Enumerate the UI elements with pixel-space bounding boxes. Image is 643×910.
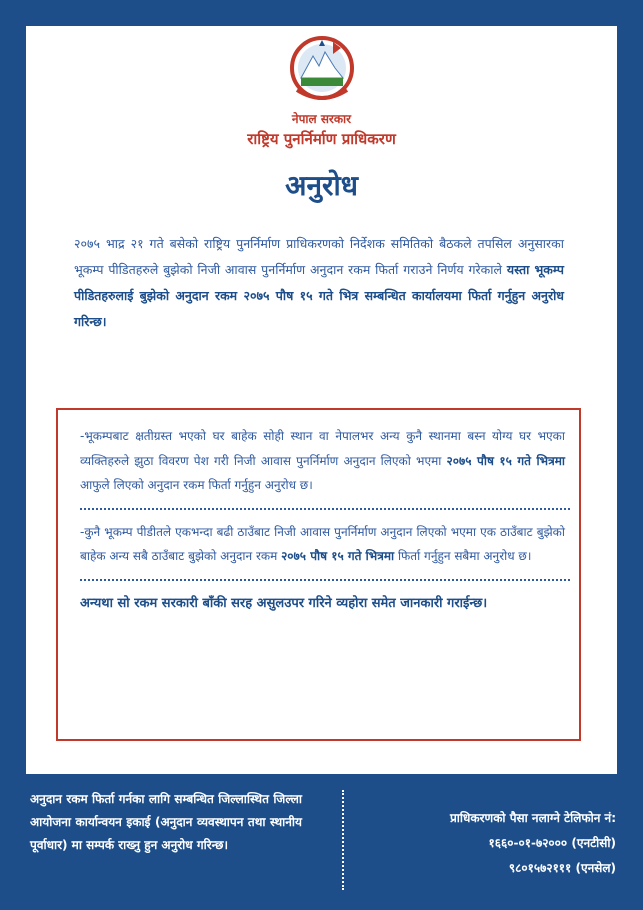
item-text: फिर्ता गर्नुहुन सबैमा अनुरोध छ।	[394, 549, 532, 563]
hotline-label: प्राधिकरणको पैसा नलाग्ने टेलिफोन नं:	[449, 811, 616, 825]
notice-sheet	[26, 26, 617, 774]
phone-operator-ncell: (एनसेल)	[575, 861, 616, 875]
notice-item-false-claim	[72, 424, 565, 498]
dotted-divider	[80, 508, 570, 510]
notice-item-multiple-grants	[72, 520, 565, 569]
warning-text: अन्यथा सो रकम सरकारी बाँकी सरह असुलउपर गरिने व्यहोरा समेत जानकारी गराईन्छ।	[80, 595, 488, 611]
item-text: आफुले लिएको अनुदान रकम फिर्ता गर्नुहुन अनुरोध छ।	[80, 478, 313, 492]
footer-contact-note: अनुदान रकम फिर्ता गर्नका लागि सम्बन्धित जिल्लास्थित जिल्ला आयोजना कार्यान्वयन इकाई (अनुदान व्यवस्थापन तथा स्थानीय पूर्वाधार) मा सम्पर्क राख्नु हुन अनुरोध गरिन्छ।	[30, 792, 302, 852]
authority-name: राष्ट्रिय पुनर्निर्माण प्राधिकरण	[247, 130, 396, 148]
intro-paragraph	[74, 231, 564, 335]
item-deadline: २०७५ पौष १५ गते भित्रमा	[446, 453, 566, 468]
hotline-ntc	[360, 831, 616, 856]
hotline-ncell	[360, 856, 616, 881]
phone-number-ncell: ९८०१५७२१११	[508, 861, 572, 875]
intro-text: २०७५ भाद्र २१ गते बसेको राष्ट्रिय पुनर्निर्माण प्राधिकरणको निर्देशक समितिको बैठकले तपसिल अनुसारका भूकम्प पीडितहरुले बुझेको निजी आवास पुनर्निर्माण अनुदान रकम फिर्ता गराउने निर्णय गरेकाले	[74, 236, 564, 277]
dotted-divider	[80, 579, 570, 581]
phone-number-ntc: १६६०-०१-७२०००	[488, 836, 568, 850]
footer-divider	[342, 790, 344, 890]
intro-emphasis: यस्ता भूकम्प पीडितहरुलाई बुझेको अनुदान रकम २०७५ पौष १५ गते भित्र सम्बन्धित कार्यालयमा फिर्ता गर्नुहुन अनुरोध गरिन्छ।	[74, 262, 564, 329]
item-text: -भूकम्पबाट क्षतीग्रस्त भएको घर बाहेक सोही स्थान वा नेपालभर अन्य कुनै स्थानमा बस्न योग्य घर भएका व्यक्तिहरुले झुठा विवरण पेश गरी निजी आवास पुनर्निर्माण अनुदान लिएको भएमा	[80, 429, 565, 468]
nepal-government-emblem-icon	[289, 34, 355, 106]
notice-title: अनुरोध	[285, 169, 358, 202]
government-name: नेपाल सरकार	[291, 112, 352, 126]
item-deadline: २०७५ पौष १५ गते भित्रमा	[281, 549, 395, 563]
notice-box	[56, 408, 581, 741]
item-text: -कुनै भूकम्प पीडीतले एकभन्दा बढी ठाउँबाट निजी आवास पुनर्निर्माण अनुदान लिएको भएमा एक ठाउँबाट बुझेको बाहेक अन्य सबै ठाउँबाट बुझेको अनुदान रकम	[80, 524, 565, 563]
footer-hotline	[360, 806, 616, 881]
phone-operator-ntc: (एनटीसी)	[571, 836, 616, 850]
